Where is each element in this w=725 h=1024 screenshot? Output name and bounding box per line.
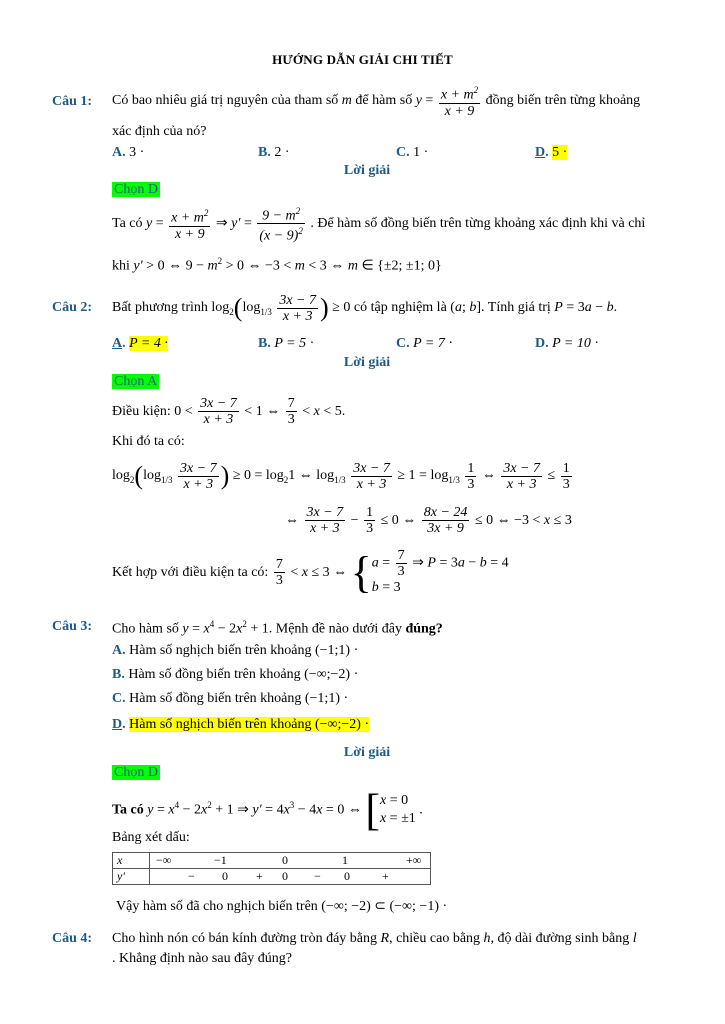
q3-choose: Chọn D: [114, 765, 158, 780]
q3-option-a[interactable]: A. Hàm số nghịch biến trên khoảng (−1;1) ·: [112, 643, 359, 658]
question-2-label: Câu 2:: [52, 300, 93, 315]
question-1-text-cont: xác định của nó?: [112, 124, 207, 139]
q2-option-b[interactable]: B. P = 5 ·: [258, 336, 315, 351]
question-3-text: Cho hàm số $y = x^4 - 2x^2 + 1$. Mệnh đề nào dưới đây đúng?: [112, 619, 443, 637]
sign-table-label: Bảng xét dấu:: [112, 830, 190, 845]
question-4-text: Cho hình nón có bán kính đường tròn đáy bằng R, chiều cao bằng h, độ dài đường sinh bằng l: [112, 931, 637, 946]
q2-then: Khi đó ta có:: [112, 434, 185, 449]
x-value: +∞: [406, 853, 422, 867]
y-sign: −: [188, 869, 195, 883]
question-4-label: Câu 4:: [52, 931, 93, 946]
x-value: −∞: [156, 853, 172, 867]
q3-solution-label: Lời giải: [343, 745, 391, 760]
y-sign: 0: [222, 869, 228, 883]
question-3-label: Câu 3:: [52, 619, 93, 634]
q3-derivative: Ta có $y = x^4 - 2x^2 + 1$ ⇒ $y' = 4x^3 - 4x = 0$ ⇔ [ x = 0 x = ±1 .: [112, 785, 423, 835]
question-2-text: Bất phương trình $\log_2(\log_{1/3}$ $\frac{3x - 7}{x + 3}$ ) ≥ 0 có tập nghiệm là (a; b]. Tính giá trị P = 3a − b.: [112, 292, 618, 324]
q2-condition: Điều kiện: 0 < $\frac{3x - 7}{x + 3}$ < 1 ⇔ $\frac{7}{3}$ < x < 5.: [112, 396, 346, 428]
q2-combine: Kết hợp với điều kiện ta có: $\frac{7}{3}$ < x ≤ 3 ⇔ { a = $\frac{7}{3}$ ⇒ P = 3a − b = 4 b = 3: [112, 547, 509, 597]
page-title: HƯỚNG DẪN GIẢI CHI TIẾT: [272, 52, 453, 67]
q2-option-c[interactable]: C. P = 7 ·: [396, 336, 454, 351]
x-value: −1: [214, 853, 227, 867]
y-sign: +: [256, 869, 263, 883]
q2-choose: Chọn A: [114, 374, 158, 389]
q3-option-c[interactable]: C. Hàm số đồng biến trên khoảng (−1;1) ·: [112, 691, 349, 706]
q2-solution-label: Lời giải: [343, 355, 391, 370]
q3-option-b[interactable]: B. Hàm số đồng biến trên khoảng (−∞;−2) ·: [112, 667, 359, 682]
q1-option-a[interactable]: A. 3 ·: [112, 145, 145, 160]
question-1-label: Câu 1:: [52, 94, 93, 109]
q1-option-b[interactable]: B. 2 ·: [258, 145, 290, 160]
q2-inequality-step-2: ⇔ $\frac{3x - 7}{x + 3}$ − $\frac{1}{3}$ ≤ 0 ⇔ $\frac{8x - 24}{3x + 9}$ ≤ 0 ⇔ −3 < x ≤ 3: [285, 505, 572, 537]
y-sign: −: [314, 869, 321, 883]
q1-solution-derivative: Ta có y = $\frac{x + m^2}{x + 9}$ ⇒ y′ = $\frac{9 - m^2}{(x - 9)^2}$ . Để hàm số đồng biến trên từng khoảng xác định khi và chỉ: [112, 205, 646, 244]
x-value: 1: [342, 853, 348, 867]
q1-solution-label: Lời giải: [343, 163, 391, 178]
x-value: 0: [282, 853, 288, 867]
y-sign: +: [382, 869, 389, 883]
question-1-text: Có bao nhiêu giá trị nguyên của tham số m để hàm số y = $\frac{x + m^2}{x + 9}$ đồng biến trên từng khoảng: [112, 84, 641, 119]
sign-table: [112, 852, 431, 885]
sign-table-y-label: y′: [113, 869, 150, 885]
question-4-text-cont: . Khẳng định nào sau đây đúng?: [112, 951, 293, 966]
q2-inequality-step-1: $\log_2(\log_{1/3}$ $\frac{3x - 7}{x + 3}$ ) ≥ $0 = \log_21$ ⇔ $\log_{1/3}$ $\frac{3x - 7}{x + 3}$ ≥ $1 = \log_{1/3}$ $\frac{1}{3}$ ⇔ $\frac{3x - 7}{x + 3}$ ≤ $\frac{1}{3}$: [112, 460, 570, 492]
q2-option-d[interactable]: D. P = 10 ·: [535, 336, 600, 351]
q1-solution-condition: khi y′ > 0 ⇔ $9 - m^2 > 0$ ⇔ −3 < m < 3 ⇔ m ∈ {±2; ±1; 0}: [112, 256, 442, 274]
q1-choose: Chọn D: [114, 182, 158, 197]
q3-conclusion: Vậy hàm số đã cho nghịch biến trên (−∞; −2) ⊂ (−∞; −1) ·: [116, 899, 448, 914]
q3-option-d[interactable]: D. Hàm số nghịch biến trên khoảng (−∞;−2) ·: [112, 717, 370, 732]
sign-table-x-label: x: [113, 853, 150, 869]
q1-option-c[interactable]: C. 1 ·: [396, 145, 429, 160]
q1-option-d[interactable]: D. 5 ·: [535, 145, 568, 160]
q2-option-a[interactable]: A. P = 4 ·: [112, 336, 168, 351]
sign-table-y-row: [150, 869, 431, 885]
sign-table-x-row: [150, 853, 431, 869]
y-sign: 0: [344, 869, 350, 883]
y-sign: 0: [282, 869, 288, 883]
